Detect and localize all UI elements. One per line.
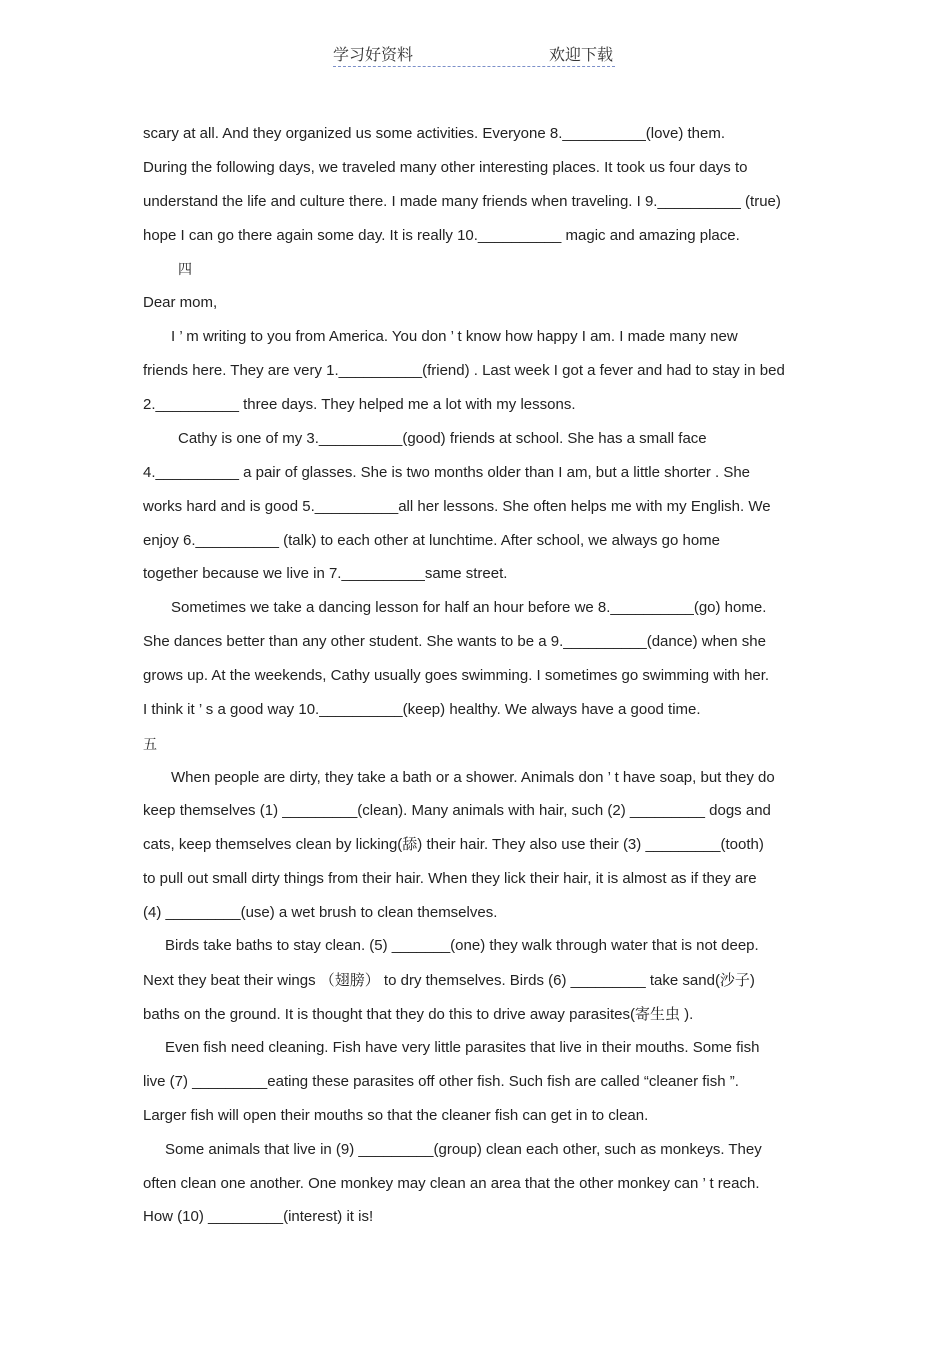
text-line: When people are dirty, they take a bath or a shower. Animals don ’ t have soap, but they do bbox=[171, 769, 775, 786]
text-line: together because we live in 7.__________same street. bbox=[143, 565, 508, 582]
text-line: I think it ’ s a good way 10.__________(keep) healthy. We always have a good time. bbox=[143, 701, 701, 718]
text-line: Larger fish will open their mouths so that the cleaner fish can get in to clean. bbox=[143, 1107, 649, 1124]
text-line: (4) _________(use) a wet brush to clean themselves. bbox=[143, 904, 498, 921]
text-line: keep themselves (1) _________(clean). Many animals with hair, such (2) _________ dogs and bbox=[143, 802, 771, 819]
text-line: scary at all. And they organized us some activities. Everyone 8.__________(love) them. bbox=[143, 125, 725, 142]
text-line: Even fish need cleaning. Fish have very little parasites that live in their mouths. Some fish bbox=[165, 1039, 760, 1056]
text-line: to pull out small dirty things from their hair. When they lick their hair, it is almost as if they are bbox=[143, 870, 757, 887]
text-line: I ’ m writing to you from America. You don ’ t know how happy I am. I made many new bbox=[171, 328, 738, 345]
text-line: During the following days, we traveled many other interesting places. It took us four days to bbox=[143, 159, 748, 176]
section-number: 五 bbox=[143, 737, 157, 753]
text-line: understand the life and culture there. I made many friends when traveling. I 9.__________ (true) bbox=[143, 193, 781, 210]
header-left-text: 学习好资料 bbox=[333, 45, 414, 64]
section-number: 四 bbox=[178, 262, 192, 278]
text-line: often clean one another. One monkey may clean an area that the other monkey can ’ t reach. bbox=[143, 1175, 760, 1192]
text-line: She dances better than any other student. She wants to be a 9.__________(dance) when she bbox=[143, 633, 766, 650]
text-line: Sometimes we take a dancing lesson for half an hour before we 8.__________(go) home. bbox=[171, 599, 767, 616]
text-line: grows up. At the weekends, Cathy usually goes swimming. I sometimes go swimming with her. bbox=[143, 667, 770, 684]
text-line: baths on the ground. It is thought that they do this to drive away parasites(寄生虫 ). bbox=[143, 1006, 694, 1023]
text-line: works hard and is good 5.__________all her lessons. She often helps me with my English. We bbox=[143, 498, 771, 515]
text-line: cats, keep themselves clean by licking(舔) their hair. They also use their (3) _________(tooth) bbox=[143, 836, 764, 853]
text-line: hope I can go there again some day. It is really 10.__________ magic and amazing place. bbox=[143, 227, 740, 244]
text-line: live (7) _________eating these parasites off other fish. Such fish are called “cleaner fish ”. bbox=[143, 1073, 739, 1090]
text-line: Dear mom, bbox=[143, 294, 218, 311]
text-line: friends here. They are very 1.__________(friend) . Last week I got a fever and had to stay in bed bbox=[143, 362, 785, 379]
text-line: enjoy 6.__________ (talk) to each other at lunchtime. After school, we always go home bbox=[143, 532, 721, 549]
text-line: Next they beat their wings （翅膀） to dry themselves. Birds (6) _________ take sand(沙子) bbox=[143, 972, 755, 989]
header-right-text: 欢迎下载 bbox=[548, 45, 613, 64]
page-header bbox=[333, 40, 615, 67]
text-line: 2.__________ three days. They helped me a lot with my lessons. bbox=[143, 396, 576, 413]
text-line: Birds take baths to stay clean. (5) _______(one) they walk through water that is not deep. bbox=[165, 937, 759, 954]
text-line: How (10) _________(interest) it is! bbox=[143, 1208, 374, 1225]
text-line: 4.__________ a pair of glasses. She is two months older than I am, but a little shorter . She bbox=[143, 464, 751, 481]
text-line: Some animals that live in (9) _________(group) clean each other, such as monkeys. They bbox=[165, 1141, 762, 1158]
text-line: Cathy is one of my 3.__________(good) friends at school. She has a small face bbox=[178, 430, 707, 447]
